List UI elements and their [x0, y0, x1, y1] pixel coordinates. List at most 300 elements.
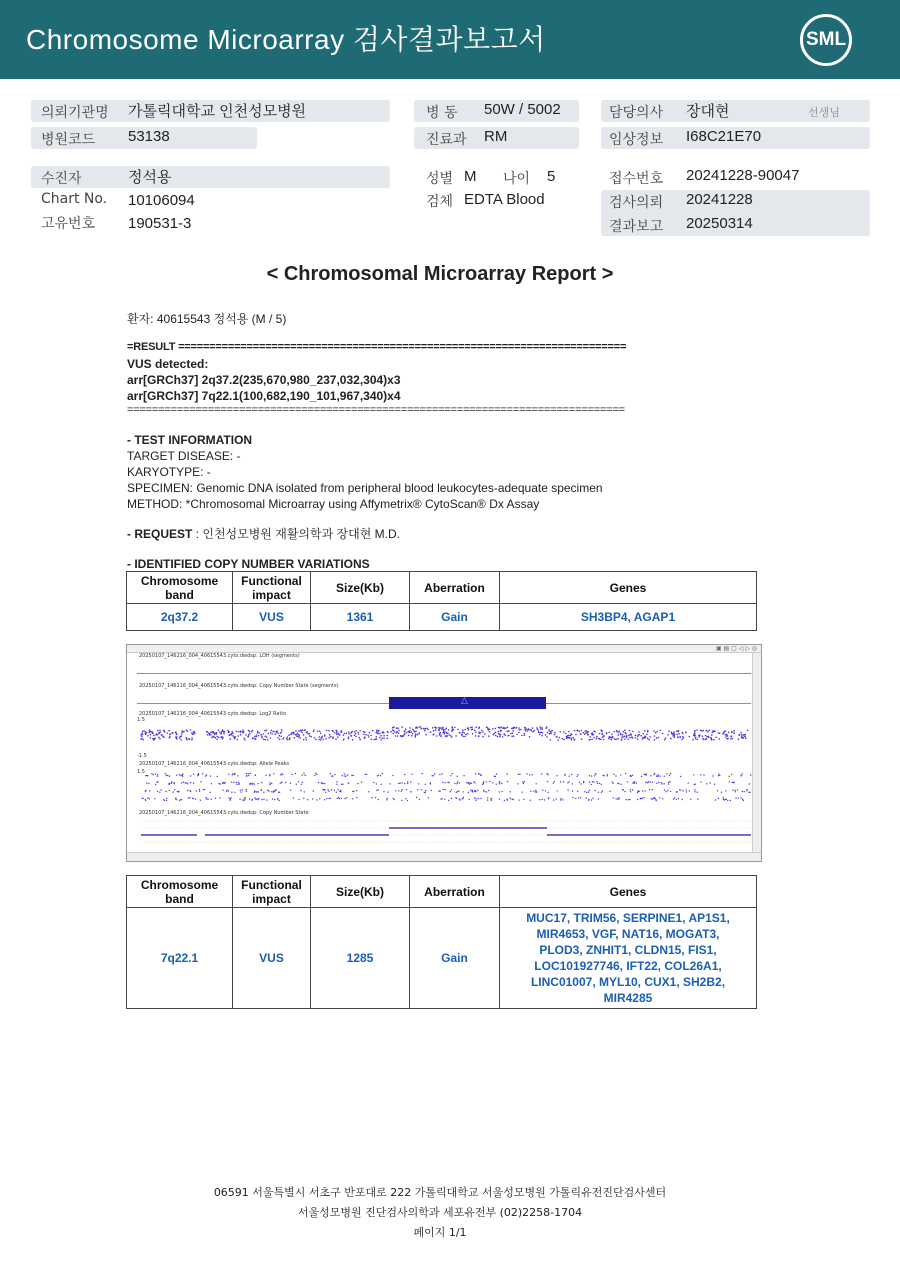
- allele-point: [725, 790, 726, 791]
- log2-point: [495, 735, 497, 737]
- log2-point: [541, 727, 543, 729]
- log2-point: [724, 731, 726, 733]
- log2-point: [578, 730, 580, 732]
- log2-point: [379, 737, 381, 739]
- log2-point: [733, 730, 735, 732]
- log2-point: [150, 731, 152, 733]
- log2-point: [231, 731, 233, 733]
- allele-point: [237, 775, 238, 776]
- log2-point: [520, 729, 522, 731]
- allele-point: [230, 797, 231, 798]
- log2-point: [617, 738, 619, 740]
- log2-point: [382, 732, 384, 734]
- allele-point: [625, 773, 626, 774]
- log2-point: [475, 731, 477, 733]
- allele-point: [743, 800, 744, 801]
- log2-point: [164, 731, 166, 733]
- log2-point: [417, 734, 419, 736]
- allele-point: [157, 791, 158, 792]
- allele-point: [157, 774, 158, 775]
- log2-point: [240, 734, 242, 736]
- allele-point: [399, 783, 400, 784]
- allele-point: [342, 784, 343, 785]
- log2-point: [147, 735, 149, 737]
- log2-point: [644, 737, 646, 739]
- log2-point: [448, 734, 450, 736]
- allele-point: [597, 783, 598, 784]
- plot-scrollbar[interactable]: [752, 653, 761, 853]
- allele-point: [199, 789, 200, 790]
- log2-point: [653, 730, 655, 732]
- allele-point: [451, 789, 452, 790]
- log2-point: [224, 731, 226, 733]
- allele-point: [628, 799, 629, 800]
- log2-point: [159, 730, 161, 732]
- log2-point: [169, 736, 171, 738]
- allele-point: [572, 797, 573, 798]
- allele-point: [318, 782, 319, 783]
- allele-point: [650, 775, 651, 776]
- allele-point: [690, 798, 691, 799]
- allele-point: [532, 774, 533, 775]
- allele-point: [579, 782, 580, 783]
- allele-point: [377, 775, 378, 776]
- log2-point: [711, 739, 713, 741]
- log2-point: [287, 736, 289, 738]
- target-disease: TARGET DISEASE: -: [127, 449, 241, 463]
- allele-point: [468, 792, 469, 793]
- allele-point: [238, 782, 239, 783]
- log2-point: [620, 733, 622, 735]
- log2-point: [500, 730, 502, 732]
- allele-point: [613, 797, 614, 798]
- allele-point: [365, 774, 366, 775]
- allele-point: [547, 781, 548, 782]
- allele-point: [575, 798, 576, 799]
- allele-point: [303, 798, 304, 799]
- allele-point: [206, 798, 207, 799]
- allele-point: [642, 790, 643, 791]
- log2-point: [252, 738, 254, 740]
- log2-point: [712, 732, 714, 734]
- log2-point: [511, 735, 513, 737]
- allele-point: [233, 782, 234, 783]
- log2-point: [438, 729, 440, 731]
- allele-point: [630, 789, 631, 790]
- allele-point: [633, 782, 634, 783]
- log2-point: [279, 739, 281, 741]
- log2-point: [659, 730, 661, 732]
- log2-point: [409, 730, 411, 732]
- log2-point: [709, 730, 711, 732]
- log2-point: [235, 731, 237, 733]
- allele-point: [688, 782, 689, 783]
- log2-point: [213, 732, 215, 734]
- log2-point: [218, 737, 220, 739]
- log2-point: [705, 735, 707, 737]
- cnv1-impact: VUS: [233, 604, 311, 631]
- log2-point: [304, 729, 306, 731]
- log2-point: [615, 738, 617, 740]
- log2-point: [254, 736, 256, 738]
- log2-point: [436, 727, 438, 729]
- report-date-value: 20250314: [686, 215, 753, 232]
- allele-point: [250, 773, 251, 774]
- allele-point: [219, 797, 220, 798]
- allele-point: [486, 791, 487, 792]
- allele-point: [732, 789, 733, 790]
- log2-point: [418, 726, 420, 728]
- log2-point: [497, 736, 499, 738]
- log2-point: [221, 731, 223, 733]
- log2-point: [531, 730, 533, 732]
- allele-point: [700, 781, 701, 782]
- log2-point: [516, 734, 518, 736]
- method-line: METHOD: *Chromosomal Microarray using Affymetrix® CytoScan® Dx Assay: [127, 497, 540, 511]
- allele-point: [697, 798, 698, 799]
- allele-point: [634, 781, 635, 782]
- log2-point: [294, 737, 296, 739]
- log2-point: [405, 728, 407, 730]
- allele-point: [292, 774, 293, 775]
- allele-point: [330, 798, 331, 799]
- allele-point: [499, 781, 500, 782]
- log2-point: [257, 732, 259, 734]
- log2-point: [492, 728, 494, 730]
- plot-hscrollbar[interactable]: [127, 852, 762, 861]
- allele-point: [625, 799, 626, 800]
- allele-point: [554, 781, 555, 782]
- log2-point: [411, 735, 413, 737]
- allele-point: [703, 774, 704, 775]
- log2-point: [562, 738, 564, 740]
- allele-point: [731, 774, 732, 775]
- allele-point: [599, 783, 600, 784]
- log2-point: [436, 735, 438, 737]
- log2-point: [462, 729, 464, 731]
- log2-point: [392, 733, 394, 735]
- log2-point: [278, 733, 280, 735]
- log2-point: [742, 737, 744, 739]
- allele-point: [621, 784, 622, 785]
- cnv1-genes: SH3BP4, AGAP1: [500, 604, 757, 631]
- log2-point: [376, 729, 378, 731]
- log2-point: [470, 727, 472, 729]
- log2-point: [343, 739, 345, 741]
- sex-value: M: [464, 168, 477, 185]
- allele-point: [202, 773, 203, 774]
- log2-point: [209, 733, 211, 735]
- allele-point: [182, 773, 183, 774]
- allele-point: [488, 790, 489, 791]
- allele-point: [164, 800, 165, 801]
- allele-point: [571, 774, 572, 775]
- cn-state-plot: [127, 817, 753, 847]
- allele-point: [236, 784, 237, 785]
- allele-point: [700, 774, 701, 775]
- allele-point: [486, 781, 487, 782]
- log2-point: [462, 731, 464, 733]
- allele-point: [254, 797, 255, 798]
- allele-point: [352, 798, 353, 799]
- log2-point: [288, 734, 290, 736]
- log2-point: [632, 731, 634, 733]
- log2-point: [508, 730, 510, 732]
- log2-point: [282, 738, 284, 740]
- allele-point: [501, 791, 502, 792]
- log2-point: [596, 736, 598, 738]
- allele-point: [179, 774, 180, 775]
- log2-point: [273, 731, 275, 733]
- log2-point: [365, 734, 367, 736]
- log2-point: [719, 738, 721, 740]
- request-header: - REQUEST: [127, 527, 193, 541]
- log2-point: [404, 730, 406, 732]
- allele-point: [190, 775, 191, 776]
- allele-point: [679, 789, 680, 790]
- col-size: Size(Kb): [311, 572, 410, 604]
- allele-point: [340, 791, 341, 792]
- allele-point: [293, 797, 294, 798]
- allele-point: [474, 797, 475, 798]
- allele-point: [487, 797, 488, 798]
- log2-point: [264, 730, 266, 732]
- log2-point: [439, 728, 441, 730]
- log2-point: [506, 731, 508, 733]
- allele-point: [344, 773, 345, 774]
- allele-point: [730, 800, 731, 801]
- cnv2-aberration: Gain: [410, 908, 500, 1009]
- allele-point: [263, 799, 264, 800]
- allele-point: [255, 791, 256, 792]
- log2-point: [232, 735, 234, 737]
- allele-point: [613, 774, 614, 775]
- allele-point: [659, 797, 660, 798]
- allele-point: [246, 773, 247, 774]
- allele-point: [316, 774, 317, 775]
- allele-point: [641, 776, 642, 777]
- allele-point: [595, 790, 596, 791]
- log2-point: [398, 732, 400, 734]
- log2-point: [181, 730, 183, 732]
- col-size: Size(Kb): [311, 876, 410, 908]
- log2-point: [545, 734, 547, 736]
- allele-point: [337, 798, 338, 799]
- log2-point: [747, 730, 749, 732]
- allele-point: [596, 781, 597, 782]
- allele-point: [398, 790, 399, 791]
- log2-point: [513, 735, 515, 737]
- log2-point: [319, 730, 321, 732]
- allele-point: [234, 792, 235, 793]
- allele-point: [607, 774, 608, 775]
- log2-point: [179, 737, 181, 739]
- allele-point: [442, 773, 443, 774]
- log2-point: [140, 739, 142, 741]
- track-cn-state-label: 20250107_146216_004_40615543.cyto.dwdsp: Copy Number State (segments): [139, 683, 339, 689]
- allele-point: [623, 789, 624, 790]
- allele-point: [240, 790, 241, 791]
- log2-point: [682, 732, 684, 734]
- log2-point: [420, 726, 422, 728]
- result-line-1: arr[GRCh37] 2q37.2(235,670,980_237,032,304)x3: [127, 373, 401, 387]
- log2-point: [484, 733, 486, 735]
- allele-point: [187, 790, 188, 791]
- allele-point: [569, 776, 570, 777]
- log2-point: [158, 737, 160, 739]
- cn-gain-segment[interactable]: [389, 697, 546, 709]
- allele-point: [727, 800, 728, 801]
- log2-point: [563, 731, 565, 733]
- log2-point: [415, 736, 417, 738]
- log2-point: [339, 734, 341, 736]
- result-divider: ================================================================================: [127, 404, 625, 416]
- log2-point: [220, 736, 222, 738]
- log2-point: [744, 736, 746, 738]
- allele-point: [410, 781, 411, 782]
- log2-point: [611, 737, 613, 739]
- log2-point: [611, 733, 613, 735]
- log2-point: [599, 738, 601, 740]
- allele-point: [601, 792, 602, 793]
- log2-point: [711, 734, 713, 736]
- allele-point: [459, 782, 460, 783]
- log2-point: [320, 732, 322, 734]
- age-label: 나이: [503, 171, 531, 187]
- log2-point: [464, 729, 466, 731]
- allele-point: [151, 773, 152, 774]
- allele-point: [357, 783, 358, 784]
- log2-point: [507, 735, 509, 737]
- log2-point: [372, 730, 374, 732]
- log2-point: [451, 726, 453, 728]
- log2-point: [409, 727, 411, 729]
- log2-point: [741, 734, 743, 736]
- log2-point: [575, 734, 577, 736]
- allele-point: [147, 775, 148, 776]
- allele-point: [480, 798, 481, 799]
- log2-point: [471, 726, 473, 728]
- allele-point: [661, 783, 662, 784]
- allele-point: [419, 799, 420, 800]
- log2-point: [621, 736, 623, 738]
- allele-point: [650, 781, 651, 782]
- log2-point: [559, 731, 561, 733]
- allele-point: [521, 792, 522, 793]
- log2-point: [656, 737, 658, 739]
- log2-point: [176, 734, 178, 736]
- log2-point: [627, 739, 629, 741]
- log2-point: [505, 727, 507, 729]
- log2-point: [439, 733, 441, 735]
- allele-point: [644, 774, 645, 775]
- chart-label: Chart No.: [41, 191, 108, 207]
- institution-value: 가톨릭대학교 인천성모병원: [128, 103, 307, 120]
- log2-point: [336, 732, 338, 734]
- log2-point: [243, 738, 245, 740]
- allele-point: [735, 790, 736, 791]
- accession-label: 접수번호: [609, 171, 664, 187]
- clinical-value: I68C21E70: [686, 128, 762, 145]
- dept-value: RM: [484, 128, 508, 145]
- log2-point: [447, 732, 449, 734]
- log2-point: [722, 733, 724, 735]
- allele-point: [416, 797, 417, 798]
- allele-point: [386, 799, 387, 800]
- log2-point: [243, 731, 245, 733]
- allele-point: [183, 782, 184, 783]
- allele-point: [475, 791, 476, 792]
- log2-point: [258, 732, 260, 734]
- allele-point: [454, 783, 455, 784]
- allele-point: [593, 781, 594, 782]
- log2-point: [401, 726, 403, 728]
- log2-point: [454, 727, 456, 729]
- allele-point: [169, 776, 170, 777]
- allele-point: [742, 791, 743, 792]
- log2-point: [644, 730, 646, 732]
- col-impact: Functional impact: [233, 876, 311, 908]
- log2-point: [445, 731, 447, 733]
- log2-point: [397, 727, 399, 729]
- allele-point: [261, 789, 262, 790]
- log2-point: [351, 735, 353, 737]
- log2-point: [265, 739, 267, 741]
- log2-point: [741, 736, 743, 738]
- page-title: Chromosome Microarray 검사결과보고서: [26, 24, 546, 55]
- log2-point: [249, 730, 251, 732]
- log2-point: [215, 737, 217, 739]
- log2-point: [267, 739, 269, 741]
- log2-point: [526, 729, 528, 731]
- allele-point: [632, 789, 633, 790]
- allele-point: [279, 800, 280, 801]
- log2-point: [603, 739, 605, 741]
- log2-point: [635, 735, 637, 737]
- log2-point: [547, 732, 549, 734]
- log2-bottom-tick: -1.5: [137, 753, 147, 759]
- allele-point: [591, 775, 592, 776]
- allele-point: [668, 782, 669, 783]
- allele-point: [734, 782, 735, 783]
- log2-point: [730, 738, 732, 740]
- log2-point: [478, 731, 480, 733]
- log2-point: [371, 738, 373, 740]
- log2-point: [528, 729, 530, 731]
- allele-point: [448, 782, 449, 783]
- allele-point: [255, 775, 256, 776]
- allele-point: [718, 773, 719, 774]
- log2-point: [434, 726, 436, 728]
- allele-point: [544, 799, 545, 800]
- allele-point: [271, 791, 272, 792]
- allele-point: [217, 776, 218, 777]
- allele-point: [393, 799, 394, 800]
- allele-point: [715, 799, 716, 800]
- allele-point: [325, 792, 326, 793]
- log2-point: [539, 726, 541, 728]
- log2-point: [158, 732, 160, 734]
- log2-point: [624, 738, 626, 740]
- patient-value: 정석용: [128, 169, 172, 186]
- log2-point: [287, 739, 289, 741]
- log2-point: [378, 730, 380, 732]
- log2-point: [623, 731, 625, 733]
- allele-point: [524, 781, 525, 782]
- log2-point: [584, 733, 586, 735]
- log2-point: [390, 731, 392, 733]
- allele-point: [468, 782, 469, 783]
